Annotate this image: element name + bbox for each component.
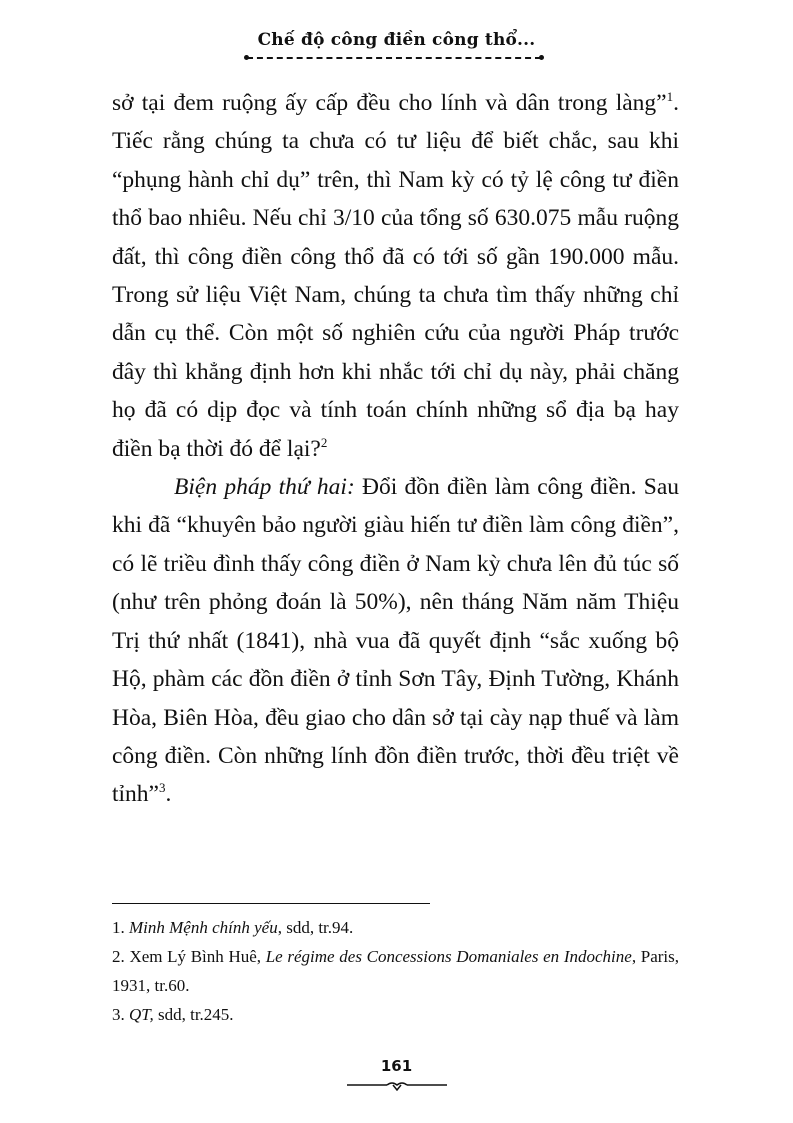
- footnote-1: 1. Minh Mệnh chính yếu, sdd, tr.94.: [112, 918, 354, 937]
- footnote-ref-1[interactable]: 1: [666, 89, 674, 104]
- footnote-ref-2[interactable]: 2: [320, 434, 328, 450]
- footnote-separator: [112, 903, 430, 904]
- running-title: Chế độ công điền công thổ...: [257, 30, 536, 50]
- footnote-2: 2. Xem Lý Bình Huê, Le régime des Concessions Domaniales en Indochine, Paris, 1931, tr.60.: [112, 947, 680, 995]
- footnote-ref-3[interactable]: 3: [159, 780, 166, 796]
- paragraph-2: Biện pháp thứ hai: Đổi đồn điền làm công điền. Sau khi đã “khuyên bảo người giàu hiến tư điền làm công điền”, có lẽ triều đình thấy công điền ở Nam kỳ chưa lên đủ túc số (như trên phỏng đoán là 50%), nên tháng Năm năm Thiệu Trị thứ nhất (1841), nhà vua đã quyết định “sắc xuống bộ Hộ, phàm các đồn điền ở tỉnh Sơn Tây, Định Tường, Khánh Hòa, Biên Hòa, đều giao cho dân sở tại cày nạp thuế và làm công điền. Còn những lính đồn điền trước, thời đều triệt về tỉnh”$^3$.: [112, 474, 680, 808]
- header-dashed-rule: [247, 57, 541, 59]
- folio-ornament-icon: [347, 1081, 447, 1091]
- page-number: 161: [380, 1057, 413, 1075]
- footnotes: [112, 913, 679, 1029]
- body-text: [112, 84, 679, 814]
- rule-dot-left: [244, 55, 249, 60]
- paragraph-1: sở tại đem ruộng ấy cấp đều cho lính và dân trong làng”$^1$. Tiếc rằng chúng ta chưa có tư liệu để biết chắc, sau khi “phụng hành chỉ dụ” trên, thì Nam kỳ có tỷ lệ công tư điền thổ bao nhiêu. Nếu chỉ 3/10 của tổng số 630.075 mẫu ruộng đất, thì công điền công thổ đã có tới số gần 190.000 mẫu. Trong sử liệu Việt Nam, chúng ta chưa tìm thấy những chỉ dẫn cụ thể. Còn một số nghiên cứu của người Pháp trước đây thì khẳng định hơn khi nhắc tới chỉ dụ này, phải chăng họ đã có dịp đọc và tính toán chính những sổ địa bạ hay điền bạ thời đó để lại?$^2$: [112, 89, 679, 462]
- footnote-3: 3. QT, sdd, tr.245.: [112, 1005, 234, 1024]
- paragraph-lead-italic: Biện pháp thứ hai:: [174, 474, 355, 501]
- rule-dot-right: [539, 55, 544, 60]
